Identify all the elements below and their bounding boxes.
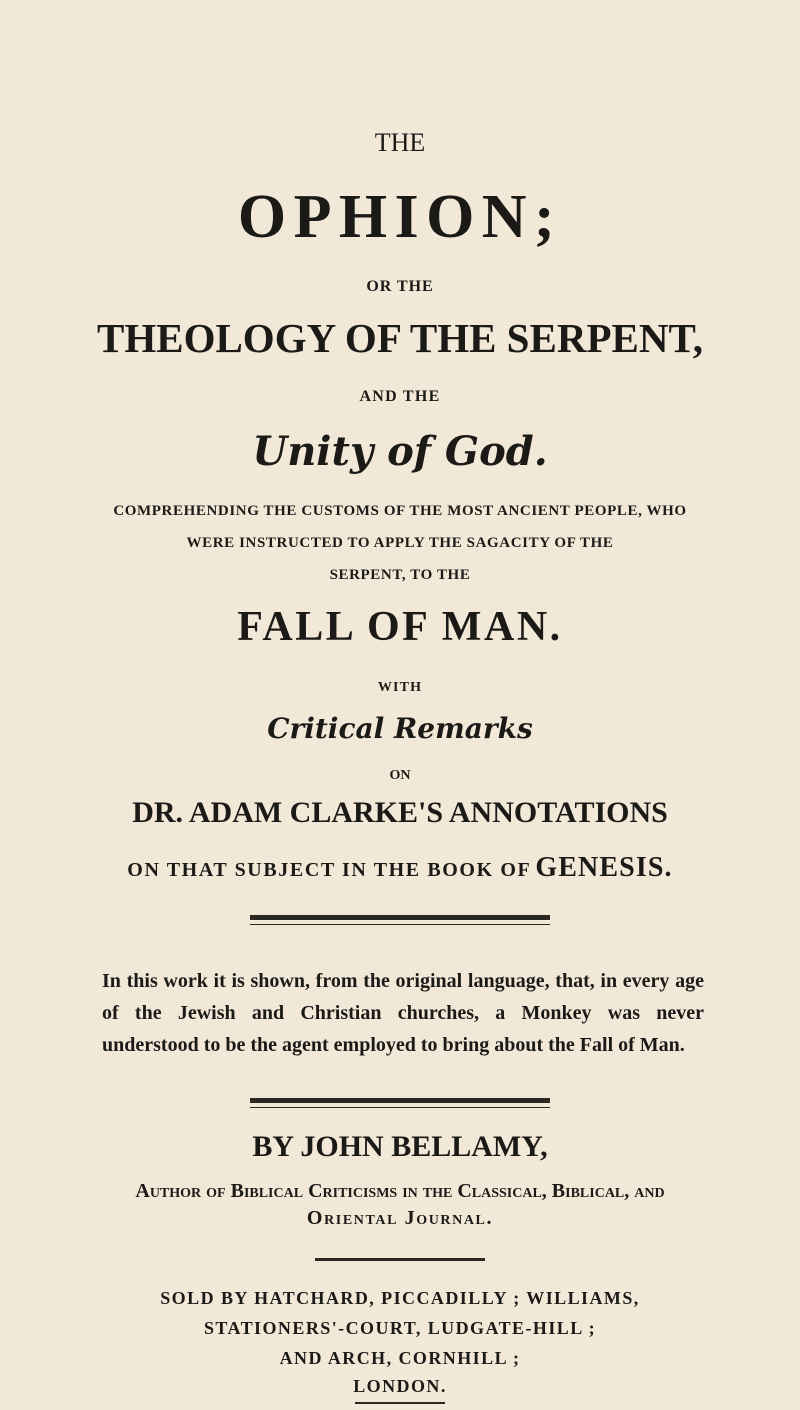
double-rule-1b bbox=[250, 924, 550, 925]
comprehending-line-1: COMPREHENDING THE CUSTOMS OF THE MOST ANCIENT PEOPLE, WHO bbox=[113, 503, 687, 519]
double-rule-2a bbox=[250, 1098, 550, 1103]
year-rule bbox=[355, 1402, 445, 1404]
clarke-annotations: DR. ADAM CLARKE'S ANNOTATIONS bbox=[132, 796, 668, 829]
main-title: OPHION; bbox=[237, 183, 563, 251]
double-rule-1a bbox=[250, 915, 550, 920]
ornament-rule bbox=[315, 1258, 485, 1261]
critical-remarks: Critical Remarks bbox=[267, 712, 533, 745]
imprint-line-2: STATIONERS'-COURT, LUDGATE-HILL ; bbox=[203, 1318, 597, 1338]
subtitle: THEOLOGY OF THE SERPENT, bbox=[96, 315, 703, 361]
with-line: WITH bbox=[377, 680, 423, 695]
double-rule-2b bbox=[250, 1107, 550, 1108]
author-line: BY JOHN BELLAMY, bbox=[252, 1130, 548, 1163]
on-line: ON bbox=[389, 768, 411, 783]
author-description-2: Oriental Journal. bbox=[306, 1207, 494, 1229]
comprehending-line-3: SERPENT, TO THE bbox=[329, 567, 471, 583]
genesis-line bbox=[0, 852, 800, 884]
author-description-1: Author of Biblical Criticisms in the Classical, Biblical, and bbox=[135, 1180, 665, 1202]
imprint-line-1: SOLD BY HATCHARD, PICCADILLY ; WILLIAMS, bbox=[160, 1288, 640, 1308]
and-the-line: AND THE bbox=[359, 388, 441, 405]
imprint-line-4: LONDON. bbox=[353, 1376, 447, 1396]
or-the-line: OR THE bbox=[366, 278, 434, 295]
genesis-word: GENESIS. bbox=[535, 852, 673, 883]
imprint-line-3: AND ARCH, CORNHILL ; bbox=[279, 1348, 521, 1368]
genesis-prefix: ON THAT SUBJECT IN THE BOOK OF bbox=[127, 859, 532, 881]
the-heading: THE bbox=[374, 128, 426, 157]
description-paragraph: In this work it is shown, from the original language, that, in every age of the Jewish and Christian churches, a Monkey was never understood to be the agent employed to bring about the Fall of Man. bbox=[102, 970, 704, 1056]
unity-of-god: Unity of God. bbox=[252, 428, 548, 475]
fall-of-man: FALL OF MAN. bbox=[237, 604, 563, 650]
publication-year bbox=[0, 1378, 800, 1379]
comprehending-line-2: WERE INSTRUCTED TO APPLY THE SAGACITY OF THE bbox=[186, 535, 614, 551]
